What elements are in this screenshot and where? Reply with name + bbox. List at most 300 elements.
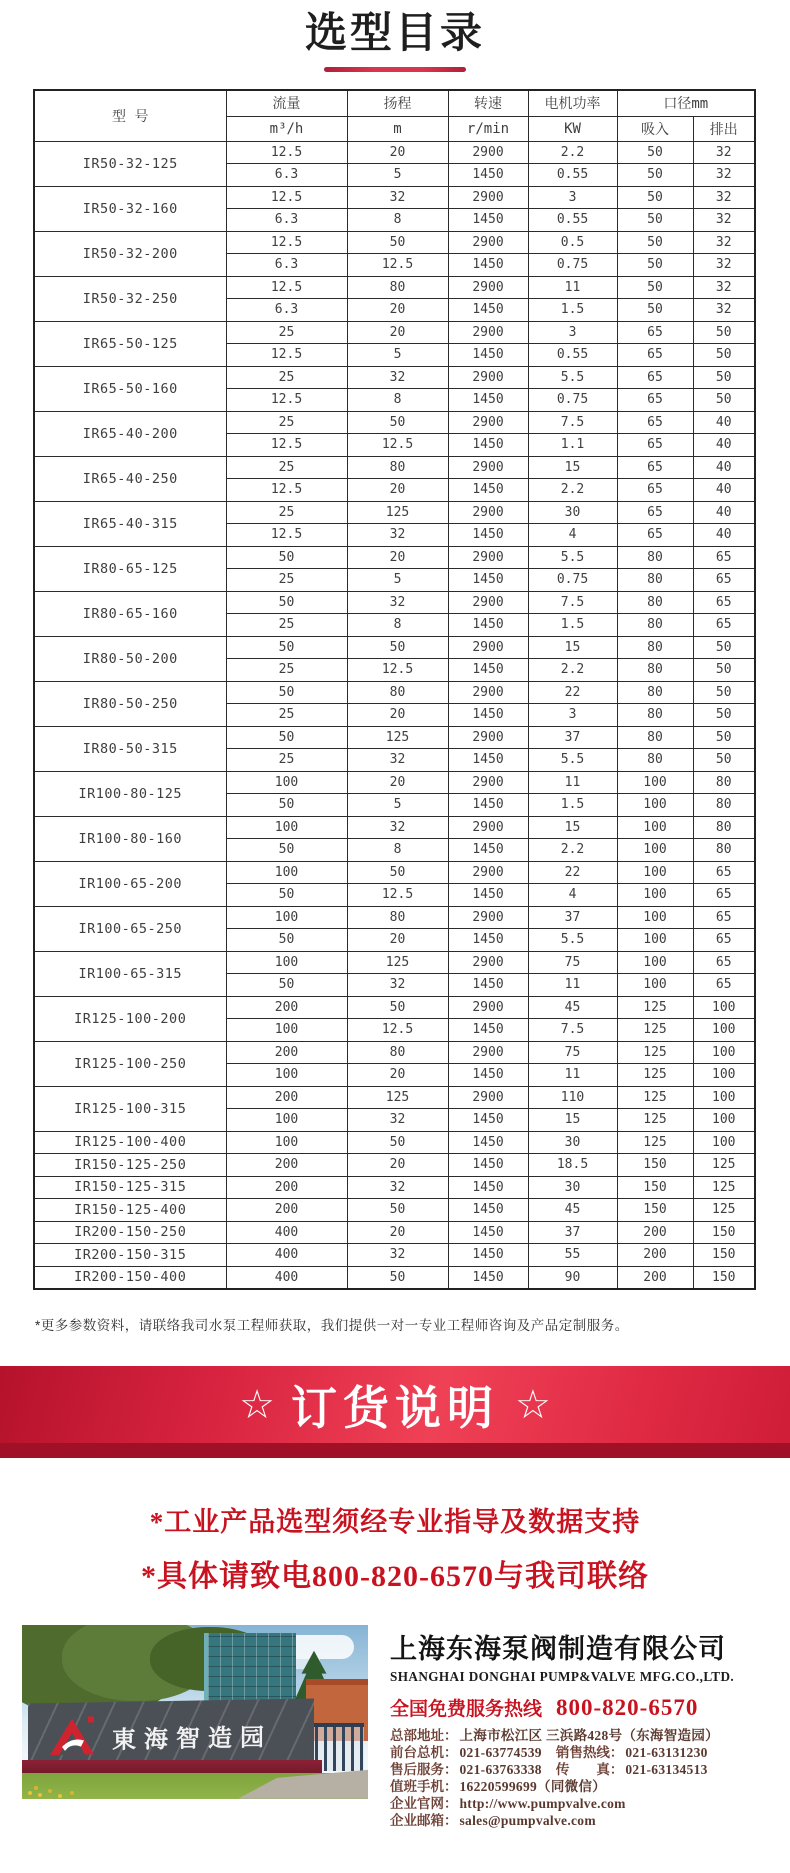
spec-value-cell: 12.5 bbox=[226, 524, 347, 547]
spec-value-cell: 2900 bbox=[448, 141, 528, 164]
table-row bbox=[34, 636, 755, 659]
spec-value-cell: 100 bbox=[693, 1109, 755, 1132]
spec-value-cell: 1450 bbox=[448, 1109, 528, 1132]
model-name-cell: IR65-40-200 bbox=[34, 411, 226, 456]
spec-value-cell: 2900 bbox=[448, 681, 528, 704]
table-row bbox=[34, 411, 755, 434]
spec-value-cell: 50 bbox=[347, 636, 448, 659]
spec-value-cell: 2900 bbox=[448, 456, 528, 479]
spec-value-cell: 22 bbox=[528, 681, 617, 704]
spec-value-cell: 15 bbox=[528, 816, 617, 839]
spec-value-cell: 50 bbox=[617, 276, 693, 299]
table-row bbox=[34, 1154, 755, 1177]
spec-value-cell: 5 bbox=[347, 569, 448, 592]
spec-value-cell: 40 bbox=[693, 411, 755, 434]
table-row bbox=[34, 996, 755, 1019]
spec-value-cell: 32 bbox=[693, 141, 755, 164]
spec-value-cell: 125 bbox=[617, 1019, 693, 1042]
header-flow: 流量 bbox=[226, 90, 347, 116]
spec-value-cell: 12.5 bbox=[226, 479, 347, 502]
spec-value-cell: 40 bbox=[693, 524, 755, 547]
spec-value-cell: 80 bbox=[347, 906, 448, 929]
spec-value-cell: 55 bbox=[528, 1244, 617, 1267]
spec-value-cell: 400 bbox=[226, 1221, 347, 1244]
spec-value-cell: 12.5 bbox=[347, 254, 448, 277]
spec-value-cell: 125 bbox=[347, 501, 448, 524]
table-row bbox=[34, 726, 755, 749]
header-flow-unit: m³/h bbox=[226, 116, 347, 141]
spec-value-cell: 65 bbox=[693, 591, 755, 614]
spec-value-cell: 3 bbox=[528, 186, 617, 209]
spec-value-cell: 65 bbox=[693, 614, 755, 637]
table-row bbox=[34, 276, 755, 299]
spec-table bbox=[33, 89, 756, 1290]
spec-value-cell: 6.3 bbox=[226, 254, 347, 277]
spec-value-cell: 100 bbox=[617, 951, 693, 974]
spec-value-cell: 2900 bbox=[448, 951, 528, 974]
spec-value-cell: 50 bbox=[226, 839, 347, 862]
spec-value-cell: 25 bbox=[226, 411, 347, 434]
spec-value-cell: 200 bbox=[226, 1176, 347, 1199]
spec-value-cell: 2.2 bbox=[528, 659, 617, 682]
contact-label: 传 真： bbox=[555, 1761, 624, 1777]
header-speed-unit: r/min bbox=[448, 116, 528, 141]
service-hotline bbox=[390, 1694, 790, 1721]
spec-value-cell: 100 bbox=[693, 1064, 755, 1087]
model-name-cell: IR100-80-125 bbox=[34, 771, 226, 816]
model-name-cell: IR100-65-200 bbox=[34, 861, 226, 906]
company-info bbox=[390, 1625, 790, 1829]
table-row bbox=[34, 231, 755, 254]
spec-value-cell: 12.5 bbox=[226, 389, 347, 412]
spec-value-cell: 50 bbox=[226, 929, 347, 952]
spec-value-cell: 100 bbox=[226, 1064, 347, 1087]
contact-value: 021-63131230 bbox=[625, 1744, 708, 1760]
spec-value-cell: 75 bbox=[528, 951, 617, 974]
spec-value-cell: 100 bbox=[693, 1041, 755, 1064]
spec-value-cell: 40 bbox=[693, 479, 755, 502]
spec-value-cell: 100 bbox=[226, 1109, 347, 1132]
spec-value-cell: 75 bbox=[528, 1041, 617, 1064]
table-row bbox=[34, 861, 755, 884]
spec-value-cell: 90 bbox=[528, 1266, 617, 1289]
table-row bbox=[34, 456, 755, 479]
table-row bbox=[34, 951, 755, 974]
factory-photo bbox=[22, 1625, 368, 1799]
header-diameter: 口径mm bbox=[617, 90, 755, 116]
spec-value-cell: 50 bbox=[693, 344, 755, 367]
spec-value-cell: 20 bbox=[347, 704, 448, 727]
spec-value-cell: 25 bbox=[226, 749, 347, 772]
table-row bbox=[34, 681, 755, 704]
contact-value: 021-63763338 bbox=[459, 1761, 542, 1777]
spec-value-cell: 50 bbox=[226, 726, 347, 749]
spec-value-cell: 65 bbox=[617, 321, 693, 344]
spec-value-cell: 125 bbox=[693, 1176, 755, 1199]
spec-value-cell: 65 bbox=[617, 366, 693, 389]
spec-value-cell: 125 bbox=[617, 1131, 693, 1154]
spec-value-cell: 100 bbox=[226, 906, 347, 929]
spec-value-cell: 1450 bbox=[448, 839, 528, 862]
spec-value-cell: 100 bbox=[617, 839, 693, 862]
spec-value-cell: 20 bbox=[347, 546, 448, 569]
spec-value-cell: 65 bbox=[617, 456, 693, 479]
spec-value-cell: 80 bbox=[347, 276, 448, 299]
spec-value-cell: 2900 bbox=[448, 186, 528, 209]
spec-value-cell: 50 bbox=[347, 411, 448, 434]
spec-value-cell: 1450 bbox=[448, 1019, 528, 1042]
spec-value-cell: 7.5 bbox=[528, 591, 617, 614]
model-name-cell: IR200-150-250 bbox=[34, 1221, 226, 1244]
table-row bbox=[34, 141, 755, 164]
header-power: 电机功率 bbox=[528, 90, 617, 116]
spec-value-cell: 1450 bbox=[448, 389, 528, 412]
banner-title-row bbox=[223, 1372, 567, 1438]
table-row bbox=[34, 591, 755, 614]
spec-value-cell: 80 bbox=[693, 839, 755, 862]
spec-value-cell: 1.5 bbox=[528, 614, 617, 637]
spec-value-cell: 2900 bbox=[448, 726, 528, 749]
model-name-cell: IR125-100-250 bbox=[34, 1041, 226, 1086]
spec-value-cell: 32 bbox=[347, 749, 448, 772]
spec-value-cell: 32 bbox=[347, 1109, 448, 1132]
table-row bbox=[34, 366, 755, 389]
spec-value-cell: 7.5 bbox=[528, 411, 617, 434]
spec-value-cell: 2900 bbox=[448, 321, 528, 344]
spec-value-cell: 65 bbox=[693, 569, 755, 592]
spec-value-cell: 12.5 bbox=[226, 141, 347, 164]
contact-label: 前台总机： bbox=[390, 1744, 458, 1760]
spec-value-cell: 65 bbox=[617, 389, 693, 412]
spec-value-cell: 4 bbox=[528, 524, 617, 547]
spec-value-cell: 50 bbox=[347, 231, 448, 254]
spec-value-cell: 22 bbox=[528, 861, 617, 884]
table-footnote: *更多参数资料，请联络我司水泵工程师获取，我们提供一对一专业工程师咨询及产品定制服务。 bbox=[35, 1317, 629, 1333]
spec-value-cell: 12.5 bbox=[347, 659, 448, 682]
spec-value-cell: 50 bbox=[693, 704, 755, 727]
spec-value-cell: 20 bbox=[347, 479, 448, 502]
spec-value-cell: 1450 bbox=[448, 434, 528, 457]
spec-value-cell: 80 bbox=[617, 636, 693, 659]
spec-value-cell: 8 bbox=[347, 389, 448, 412]
spec-value-cell: 32 bbox=[693, 209, 755, 232]
spec-value-cell: 1450 bbox=[448, 209, 528, 232]
spec-value-cell: 50 bbox=[617, 164, 693, 187]
spec-value-cell: 65 bbox=[693, 974, 755, 997]
spec-value-cell: 12.5 bbox=[347, 1019, 448, 1042]
spec-value-cell: 0.75 bbox=[528, 569, 617, 592]
spec-value-cell: 32 bbox=[693, 164, 755, 187]
park-sign-text: 東海智造园 bbox=[112, 1723, 272, 1754]
spec-value-cell: 125 bbox=[617, 996, 693, 1019]
spec-value-cell: 32 bbox=[693, 254, 755, 277]
spec-value-cell: 7.5 bbox=[528, 1019, 617, 1042]
spec-value-cell: 6.3 bbox=[226, 209, 347, 232]
model-name-cell: IR65-40-315 bbox=[34, 501, 226, 546]
spec-value-cell: 50 bbox=[347, 1266, 448, 1289]
contact-label: 企业邮箱： bbox=[390, 1812, 458, 1828]
spec-value-cell: 65 bbox=[693, 929, 755, 952]
spec-value-cell: 0.5 bbox=[528, 231, 617, 254]
spec-value-cell: 20 bbox=[347, 1221, 448, 1244]
company-name-en: SHANGHAI DONGHAI PUMP&VALVE MFG.CO.,LTD. bbox=[390, 1668, 735, 1684]
spec-value-cell: 50 bbox=[226, 591, 347, 614]
spec-value-cell: 2900 bbox=[448, 276, 528, 299]
spec-value-cell: 32 bbox=[347, 1176, 448, 1199]
spec-value-cell: 80 bbox=[693, 816, 755, 839]
header-suction: 吸入 bbox=[617, 116, 693, 141]
spec-value-cell: 5 bbox=[347, 344, 448, 367]
yellow-flowers bbox=[28, 1791, 32, 1795]
spec-value-cell: 1450 bbox=[448, 479, 528, 502]
spec-value-cell: 25 bbox=[226, 614, 347, 637]
spec-value-cell: 25 bbox=[226, 456, 347, 479]
spec-value-cell: 2900 bbox=[448, 636, 528, 659]
spec-value-cell: 80 bbox=[347, 456, 448, 479]
spec-value-cell: 200 bbox=[617, 1221, 693, 1244]
spec-value-cell: 50 bbox=[617, 141, 693, 164]
contact-label: 企业官网： bbox=[390, 1795, 458, 1811]
spec-value-cell: 32 bbox=[693, 299, 755, 322]
spec-value-cell: 1450 bbox=[448, 1199, 528, 1222]
spec-value-cell: 50 bbox=[693, 366, 755, 389]
spec-value-cell: 1.5 bbox=[528, 299, 617, 322]
spec-value-cell: 20 bbox=[347, 1154, 448, 1177]
spec-value-cell: 12.5 bbox=[226, 231, 347, 254]
spec-value-cell: 50 bbox=[617, 186, 693, 209]
table-row bbox=[34, 816, 755, 839]
spec-value-cell: 80 bbox=[617, 546, 693, 569]
spec-value-cell: 100 bbox=[617, 816, 693, 839]
model-name-cell: IR65-50-125 bbox=[34, 321, 226, 366]
spec-value-cell: 32 bbox=[347, 524, 448, 547]
spec-value-cell: 1.1 bbox=[528, 434, 617, 457]
spec-value-cell: 50 bbox=[226, 681, 347, 704]
spec-value-cell: 40 bbox=[693, 456, 755, 479]
model-name-cell: IR80-50-200 bbox=[34, 636, 226, 681]
spec-value-cell: 80 bbox=[617, 749, 693, 772]
hotline-number: 800-820-6570 bbox=[556, 1694, 699, 1720]
spec-value-cell: 150 bbox=[693, 1244, 755, 1267]
spec-value-cell: 50 bbox=[693, 636, 755, 659]
spec-value-cell: 2900 bbox=[448, 546, 528, 569]
banner-bottom-strip bbox=[0, 1443, 790, 1458]
spec-value-cell: 1450 bbox=[448, 974, 528, 997]
spec-value-cell: 50 bbox=[347, 996, 448, 1019]
spec-value-cell: 12.5 bbox=[226, 186, 347, 209]
spec-value-cell: 15 bbox=[528, 636, 617, 659]
spec-value-cell: 1.5 bbox=[528, 794, 617, 817]
spec-value-cell: 50 bbox=[226, 636, 347, 659]
model-name-cell: IR100-65-315 bbox=[34, 951, 226, 996]
spec-value-cell: 1450 bbox=[448, 164, 528, 187]
spec-value-cell: 40 bbox=[693, 434, 755, 457]
spec-value-cell: 20 bbox=[347, 299, 448, 322]
table-row bbox=[34, 321, 755, 344]
spec-value-cell: 12.5 bbox=[226, 344, 347, 367]
spec-value-cell: 20 bbox=[347, 771, 448, 794]
spec-value-cell: 1450 bbox=[448, 344, 528, 367]
header-discharge: 排出 bbox=[693, 116, 755, 141]
spec-value-cell: 125 bbox=[617, 1041, 693, 1064]
model-name-cell: IR80-65-125 bbox=[34, 546, 226, 591]
spec-value-cell: 125 bbox=[617, 1086, 693, 1109]
spec-value-cell: 80 bbox=[693, 794, 755, 817]
spec-value-cell: 5.5 bbox=[528, 749, 617, 772]
spec-value-cell: 50 bbox=[226, 884, 347, 907]
spec-value-cell: 65 bbox=[617, 344, 693, 367]
spec-table-header bbox=[34, 90, 755, 141]
table-row bbox=[34, 771, 755, 794]
header-head: 扬程 bbox=[347, 90, 448, 116]
spec-value-cell: 11 bbox=[528, 1064, 617, 1087]
spec-value-cell: 1450 bbox=[448, 1064, 528, 1087]
spec-value-cell: 1450 bbox=[448, 704, 528, 727]
spec-value-cell: 50 bbox=[693, 726, 755, 749]
spec-value-cell: 8 bbox=[347, 614, 448, 637]
spec-value-cell: 4 bbox=[528, 884, 617, 907]
spec-value-cell: 20 bbox=[347, 929, 448, 952]
spec-value-cell: 2900 bbox=[448, 1086, 528, 1109]
spec-value-cell: 5 bbox=[347, 794, 448, 817]
spec-value-cell: 125 bbox=[693, 1154, 755, 1177]
contact-line bbox=[390, 1812, 790, 1829]
spec-value-cell: 100 bbox=[226, 861, 347, 884]
spec-value-cell: 1450 bbox=[448, 794, 528, 817]
spec-value-cell: 65 bbox=[693, 951, 755, 974]
star-icon: ☆ bbox=[515, 1383, 551, 1428]
spec-value-cell: 150 bbox=[617, 1176, 693, 1199]
notice-line-2: *具体请致电800-820-6570与我司联络 bbox=[141, 1559, 649, 1593]
spec-value-cell: 65 bbox=[617, 434, 693, 457]
spec-value-cell: 50 bbox=[693, 389, 755, 412]
spec-value-cell: 25 bbox=[226, 704, 347, 727]
contact-lines bbox=[390, 1727, 790, 1829]
entrance-wall bbox=[28, 1698, 314, 1767]
model-name-cell: IR125-100-315 bbox=[34, 1086, 226, 1131]
spec-value-cell: 25 bbox=[226, 659, 347, 682]
spec-value-cell: 2900 bbox=[448, 1041, 528, 1064]
contact-line bbox=[390, 1795, 790, 1812]
spec-value-cell: 5.5 bbox=[528, 366, 617, 389]
spec-value-cell: 100 bbox=[617, 929, 693, 952]
spec-value-cell: 1450 bbox=[448, 1154, 528, 1177]
spec-value-cell: 100 bbox=[226, 951, 347, 974]
spec-value-cell: 5.5 bbox=[528, 546, 617, 569]
spec-value-cell: 100 bbox=[226, 771, 347, 794]
contact-label: 销售热线： bbox=[555, 1744, 624, 1760]
spec-value-cell: 100 bbox=[226, 1131, 347, 1154]
order-info-banner bbox=[0, 1366, 790, 1458]
model-name-cell: IR125-100-400 bbox=[34, 1131, 226, 1154]
spec-value-cell: 0.55 bbox=[528, 209, 617, 232]
spec-value-cell: 50 bbox=[693, 749, 755, 772]
contact-line bbox=[390, 1778, 790, 1795]
spec-value-cell: 3 bbox=[528, 704, 617, 727]
contact-value: 上海市松江区 三浜路428号（东海智造园） bbox=[459, 1727, 719, 1743]
spec-value-cell: 30 bbox=[528, 1176, 617, 1199]
table-row bbox=[34, 1266, 755, 1289]
spec-value-cell: 100 bbox=[693, 1019, 755, 1042]
spec-value-cell: 37 bbox=[528, 726, 617, 749]
spec-value-cell: 20 bbox=[347, 141, 448, 164]
spec-value-cell: 50 bbox=[693, 659, 755, 682]
spec-value-cell: 200 bbox=[617, 1244, 693, 1267]
spec-value-cell: 80 bbox=[617, 614, 693, 637]
model-name-cell: IR80-50-250 bbox=[34, 681, 226, 726]
spec-value-cell: 50 bbox=[226, 546, 347, 569]
spec-value-cell: 1450 bbox=[448, 614, 528, 637]
model-name-cell: IR200-150-400 bbox=[34, 1266, 226, 1289]
table-row bbox=[34, 501, 755, 524]
spec-value-cell: 200 bbox=[226, 1154, 347, 1177]
spec-value-cell: 2900 bbox=[448, 771, 528, 794]
spec-value-cell: 65 bbox=[617, 479, 693, 502]
spec-value-cell: 1450 bbox=[448, 254, 528, 277]
spec-value-cell: 50 bbox=[617, 231, 693, 254]
spec-value-cell: 1450 bbox=[448, 1221, 528, 1244]
spec-value-cell: 1450 bbox=[448, 659, 528, 682]
spec-value-cell: 65 bbox=[617, 501, 693, 524]
spec-value-cell: 50 bbox=[617, 299, 693, 322]
spec-value-cell: 80 bbox=[617, 681, 693, 704]
spec-value-cell: 32 bbox=[347, 816, 448, 839]
spec-value-cell: 100 bbox=[693, 996, 755, 1019]
title-underline bbox=[324, 67, 466, 72]
contact-value: http://www.pumpvalve.com bbox=[459, 1795, 626, 1811]
spec-value-cell: 40 bbox=[693, 501, 755, 524]
spec-value-cell: 80 bbox=[693, 771, 755, 794]
spec-value-cell: 1450 bbox=[448, 524, 528, 547]
spec-value-cell: 400 bbox=[226, 1266, 347, 1289]
spec-value-cell: 25 bbox=[226, 321, 347, 344]
spec-value-cell: 20 bbox=[347, 321, 448, 344]
spec-value-cell: 25 bbox=[226, 569, 347, 592]
spec-value-cell: 2900 bbox=[448, 411, 528, 434]
spec-value-cell: 2900 bbox=[448, 501, 528, 524]
spec-value-cell: 50 bbox=[347, 861, 448, 884]
spec-value-cell: 37 bbox=[528, 906, 617, 929]
spec-value-cell: 12.5 bbox=[226, 276, 347, 299]
spec-value-cell: 65 bbox=[693, 906, 755, 929]
spec-value-cell: 5.5 bbox=[528, 929, 617, 952]
model-name-cell: IR150-125-250 bbox=[34, 1154, 226, 1177]
spec-value-cell: 65 bbox=[693, 861, 755, 884]
spec-value-cell: 11 bbox=[528, 974, 617, 997]
contact-value: sales@pumpvalve.com bbox=[459, 1812, 596, 1828]
spec-value-cell: 110 bbox=[528, 1086, 617, 1109]
spec-value-cell: 400 bbox=[226, 1244, 347, 1267]
table-row bbox=[34, 546, 755, 569]
header-head-unit: m bbox=[347, 116, 448, 141]
spec-value-cell: 200 bbox=[226, 996, 347, 1019]
spec-value-cell: 2900 bbox=[448, 366, 528, 389]
table-row bbox=[34, 186, 755, 209]
spec-value-cell: 50 bbox=[693, 681, 755, 704]
spec-value-cell: 125 bbox=[617, 1109, 693, 1132]
spec-value-cell: 1450 bbox=[448, 299, 528, 322]
page-title: 选型目录 bbox=[304, 9, 485, 56]
spec-value-cell: 100 bbox=[693, 1086, 755, 1109]
spec-value-cell: 125 bbox=[617, 1064, 693, 1087]
spec-value-cell: 25 bbox=[226, 501, 347, 524]
spec-value-cell: 50 bbox=[347, 1131, 448, 1154]
spec-value-cell: 80 bbox=[347, 1041, 448, 1064]
star-icon: ☆ bbox=[239, 1383, 275, 1428]
model-name-cell: IR125-100-200 bbox=[34, 996, 226, 1041]
spec-value-cell: 125 bbox=[347, 726, 448, 749]
spec-value-cell: 11 bbox=[528, 276, 617, 299]
